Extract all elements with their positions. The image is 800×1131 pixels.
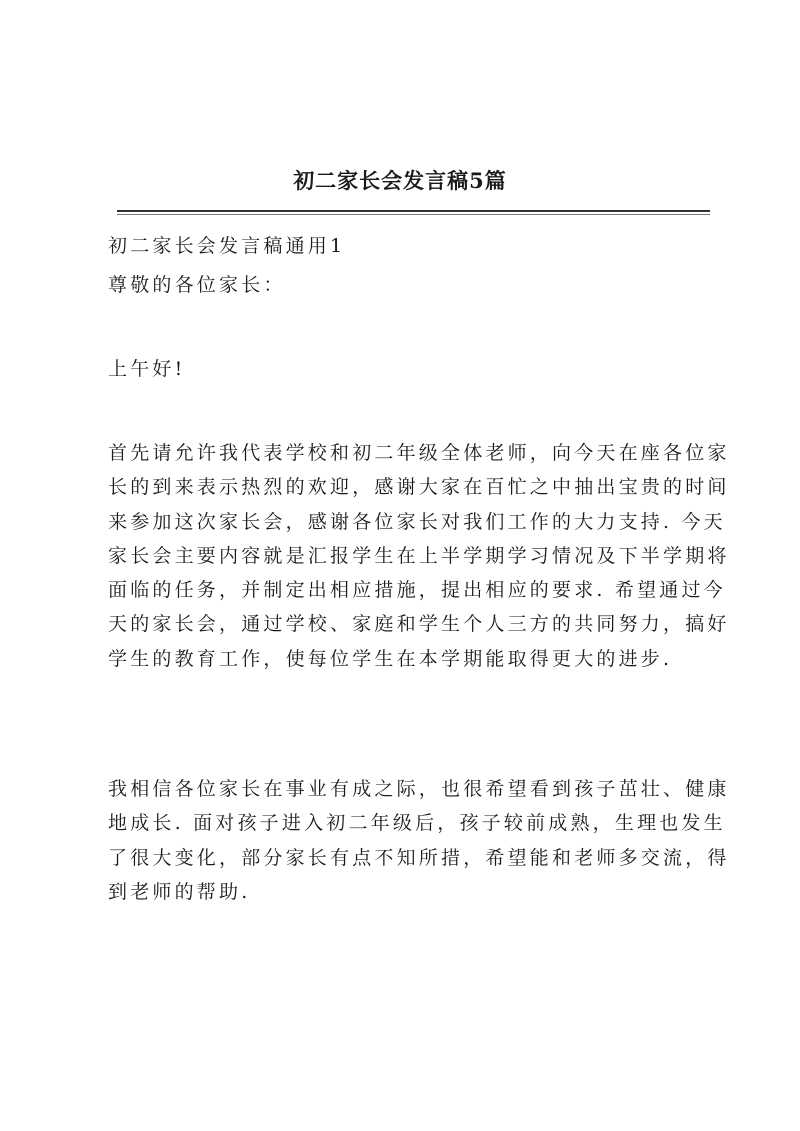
paragraph-line: 首先请允许我代表学校和初二年级全体老师，向今天在座各位家	[108, 442, 730, 464]
paragraph-line: 地成长. 面对孩子进入初二年级后，孩子较前成熟，生理也发生	[108, 812, 726, 835]
document-title: 初二家长会发言稿5篇	[293, 168, 507, 193]
paragraph-1	[108, 436, 730, 676]
paragraph-line: 家长会主要内容就是汇报学生在上半学期学习情况及下半学期将	[108, 544, 730, 567]
greeting: 上午好!	[108, 358, 186, 380]
title-divider-thick	[117, 210, 710, 212]
salutation: 尊敬的各位家长：	[108, 274, 286, 296]
section-subtitle: 初二家长会发言稿通用1	[108, 235, 346, 257]
paragraph-line: 面临的任务，并制定出相应措施，提出相应的要求. 希望通过今	[108, 579, 726, 602]
paragraph-line: 天的家长会，通过学校、家庭和学生个人三方的共同努力，搞好	[108, 613, 730, 636]
paragraph-line: 来参加这次家长会，感谢各位家长对我们工作的大力支持. 今天	[108, 510, 726, 533]
paragraph-2	[108, 772, 730, 909]
paragraph-line: 了很大变化，部分家长有点不知所措，希望能和老师多交流，得	[108, 846, 730, 869]
paragraph-line: 到老师的帮助.	[108, 880, 251, 903]
paragraph-line: 学生的教育工作，使每位学生在本学期能取得更大的进步.	[108, 647, 673, 670]
paragraph-line: 长的到来表示热烈的欢迎，感谢大家在百忙之中抽出宝贵的时间	[108, 476, 730, 499]
title-divider-thin	[117, 214, 710, 215]
paragraph-line: 我相信各位家长在事业有成之际，也很希望看到孩子茁壮、健康	[108, 778, 730, 800]
